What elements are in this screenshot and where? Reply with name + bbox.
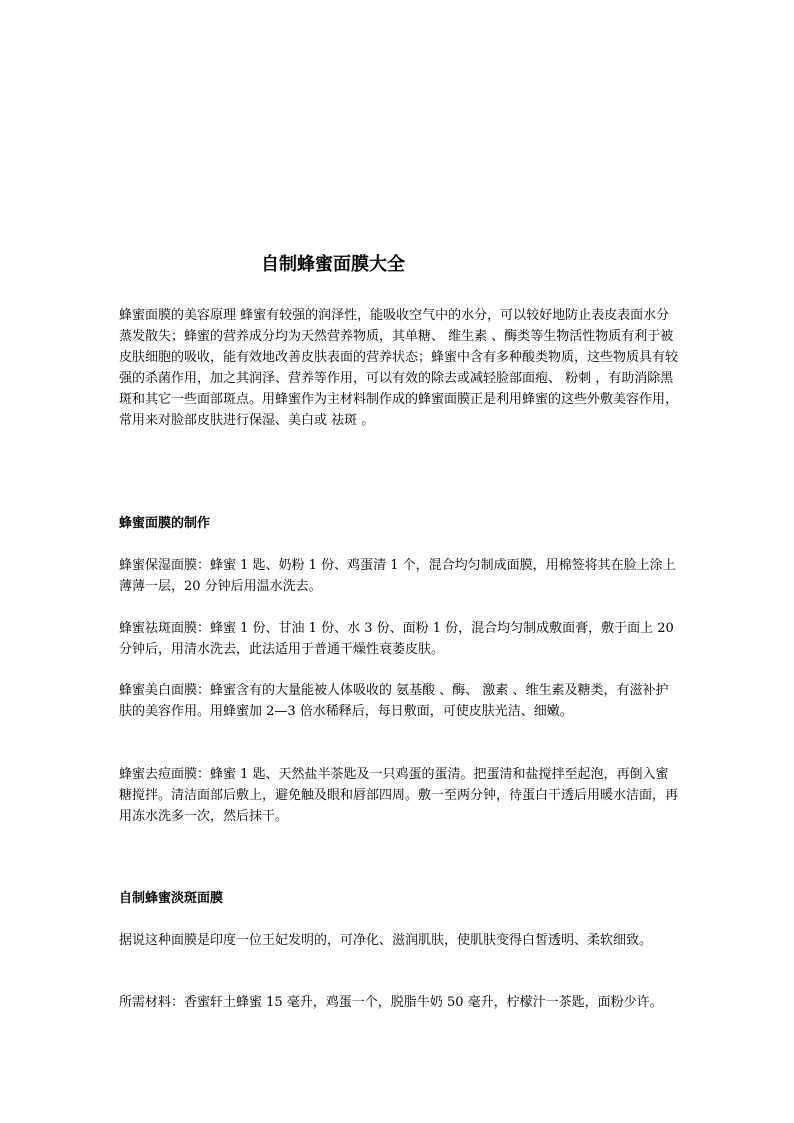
moisturizing-mask-paragraph: 蜂蜜保湿面膜：蜂蜜 1 匙、奶粉 1 份、鸡蛋清 1 个，混合均匀制成面膜，用棉签将其在脸上涂上薄薄一层，20 分钟后用温水洗去。 (119, 558, 676, 594)
section-heading-making: 蜂蜜面膜的制作 (119, 516, 211, 531)
document-title: 自制蜂蜜面膜大全 (261, 254, 405, 275)
acne-mask-paragraph: 蜂蜜去痘面膜：蜂蜜 1 匙、天然盐半茶匙及一只鸡蛋的蛋清。把蛋清和盐搅拌至起泡，再倒入蜜糖搅拌。清洁面部后敷上，避免触及眼和唇部四周。敷一至两分钟，待蛋白干透后用暖水洁面，再用冻水洗多一次，然后抹干。 (119, 767, 679, 824)
materials-paragraph: 所需材料：香蜜轩土蜂蜜 15 毫升，鸡蛋一个，脱脂牛奶 50 毫升，柠檬汁一茶匙，面粉少许。 (119, 995, 663, 1010)
intro-paragraph: 蜂蜜面膜的美容原理 蜂蜜有较强的润泽性，能吸收空气中的水分，可以较好地防止表皮表面水分蒸发散失；蜂蜜的营养成分均为天然营养物质，其单糖、 维生素 、酶类等生物活性物质有利于被皮肤细胞的吸收，能有效地改善皮肤表面的营养状态；蜂蜜中含有多种酸类物质，这些物质具有较强的杀菌作用，加之其润泽、营养等作用，可以有效的除去或减轻脸部面疱、 粉刺 ，有助消除黑斑和其它一些面部斑点。用蜂蜜作为主材料制作成的蜂蜜面膜正是利用蜂蜜的这些外敷美容作用，常用来对脸部皮肤进行保湿、美白或 祛斑 。 (119, 308, 679, 428)
spot-lightening-intro-paragraph: 据说这种面膜是印度一位王妃发明的，可净化、滋润肌肤，使肌肤变得白皙透明、柔软细致。 (119, 933, 653, 948)
whitening-mask-paragraph: 蜂蜜美白面膜：蜂蜜含有的大量能被人体吸收的 氨基酸 、酶、 激素 、维生素及糖类，有滋补护肤的美容作用。用蜂蜜加 2—3 倍水稀释后，每日敷面，可使皮肤光洁、细嫩。 (119, 683, 669, 719)
section-heading-spot-lightening: 自制蜂蜜淡斑面膜 (119, 891, 224, 906)
spot-removing-mask-paragraph: 蜂蜜祛斑面膜：蜂蜜 1 份、甘油 1 份、水 3 份、面粉 1 份，混合均匀制成敷面膏，敷于面上 20 分钟后，用清水洗去，此法适用于普通干燥性衰萎皮肤。 (119, 621, 674, 657)
